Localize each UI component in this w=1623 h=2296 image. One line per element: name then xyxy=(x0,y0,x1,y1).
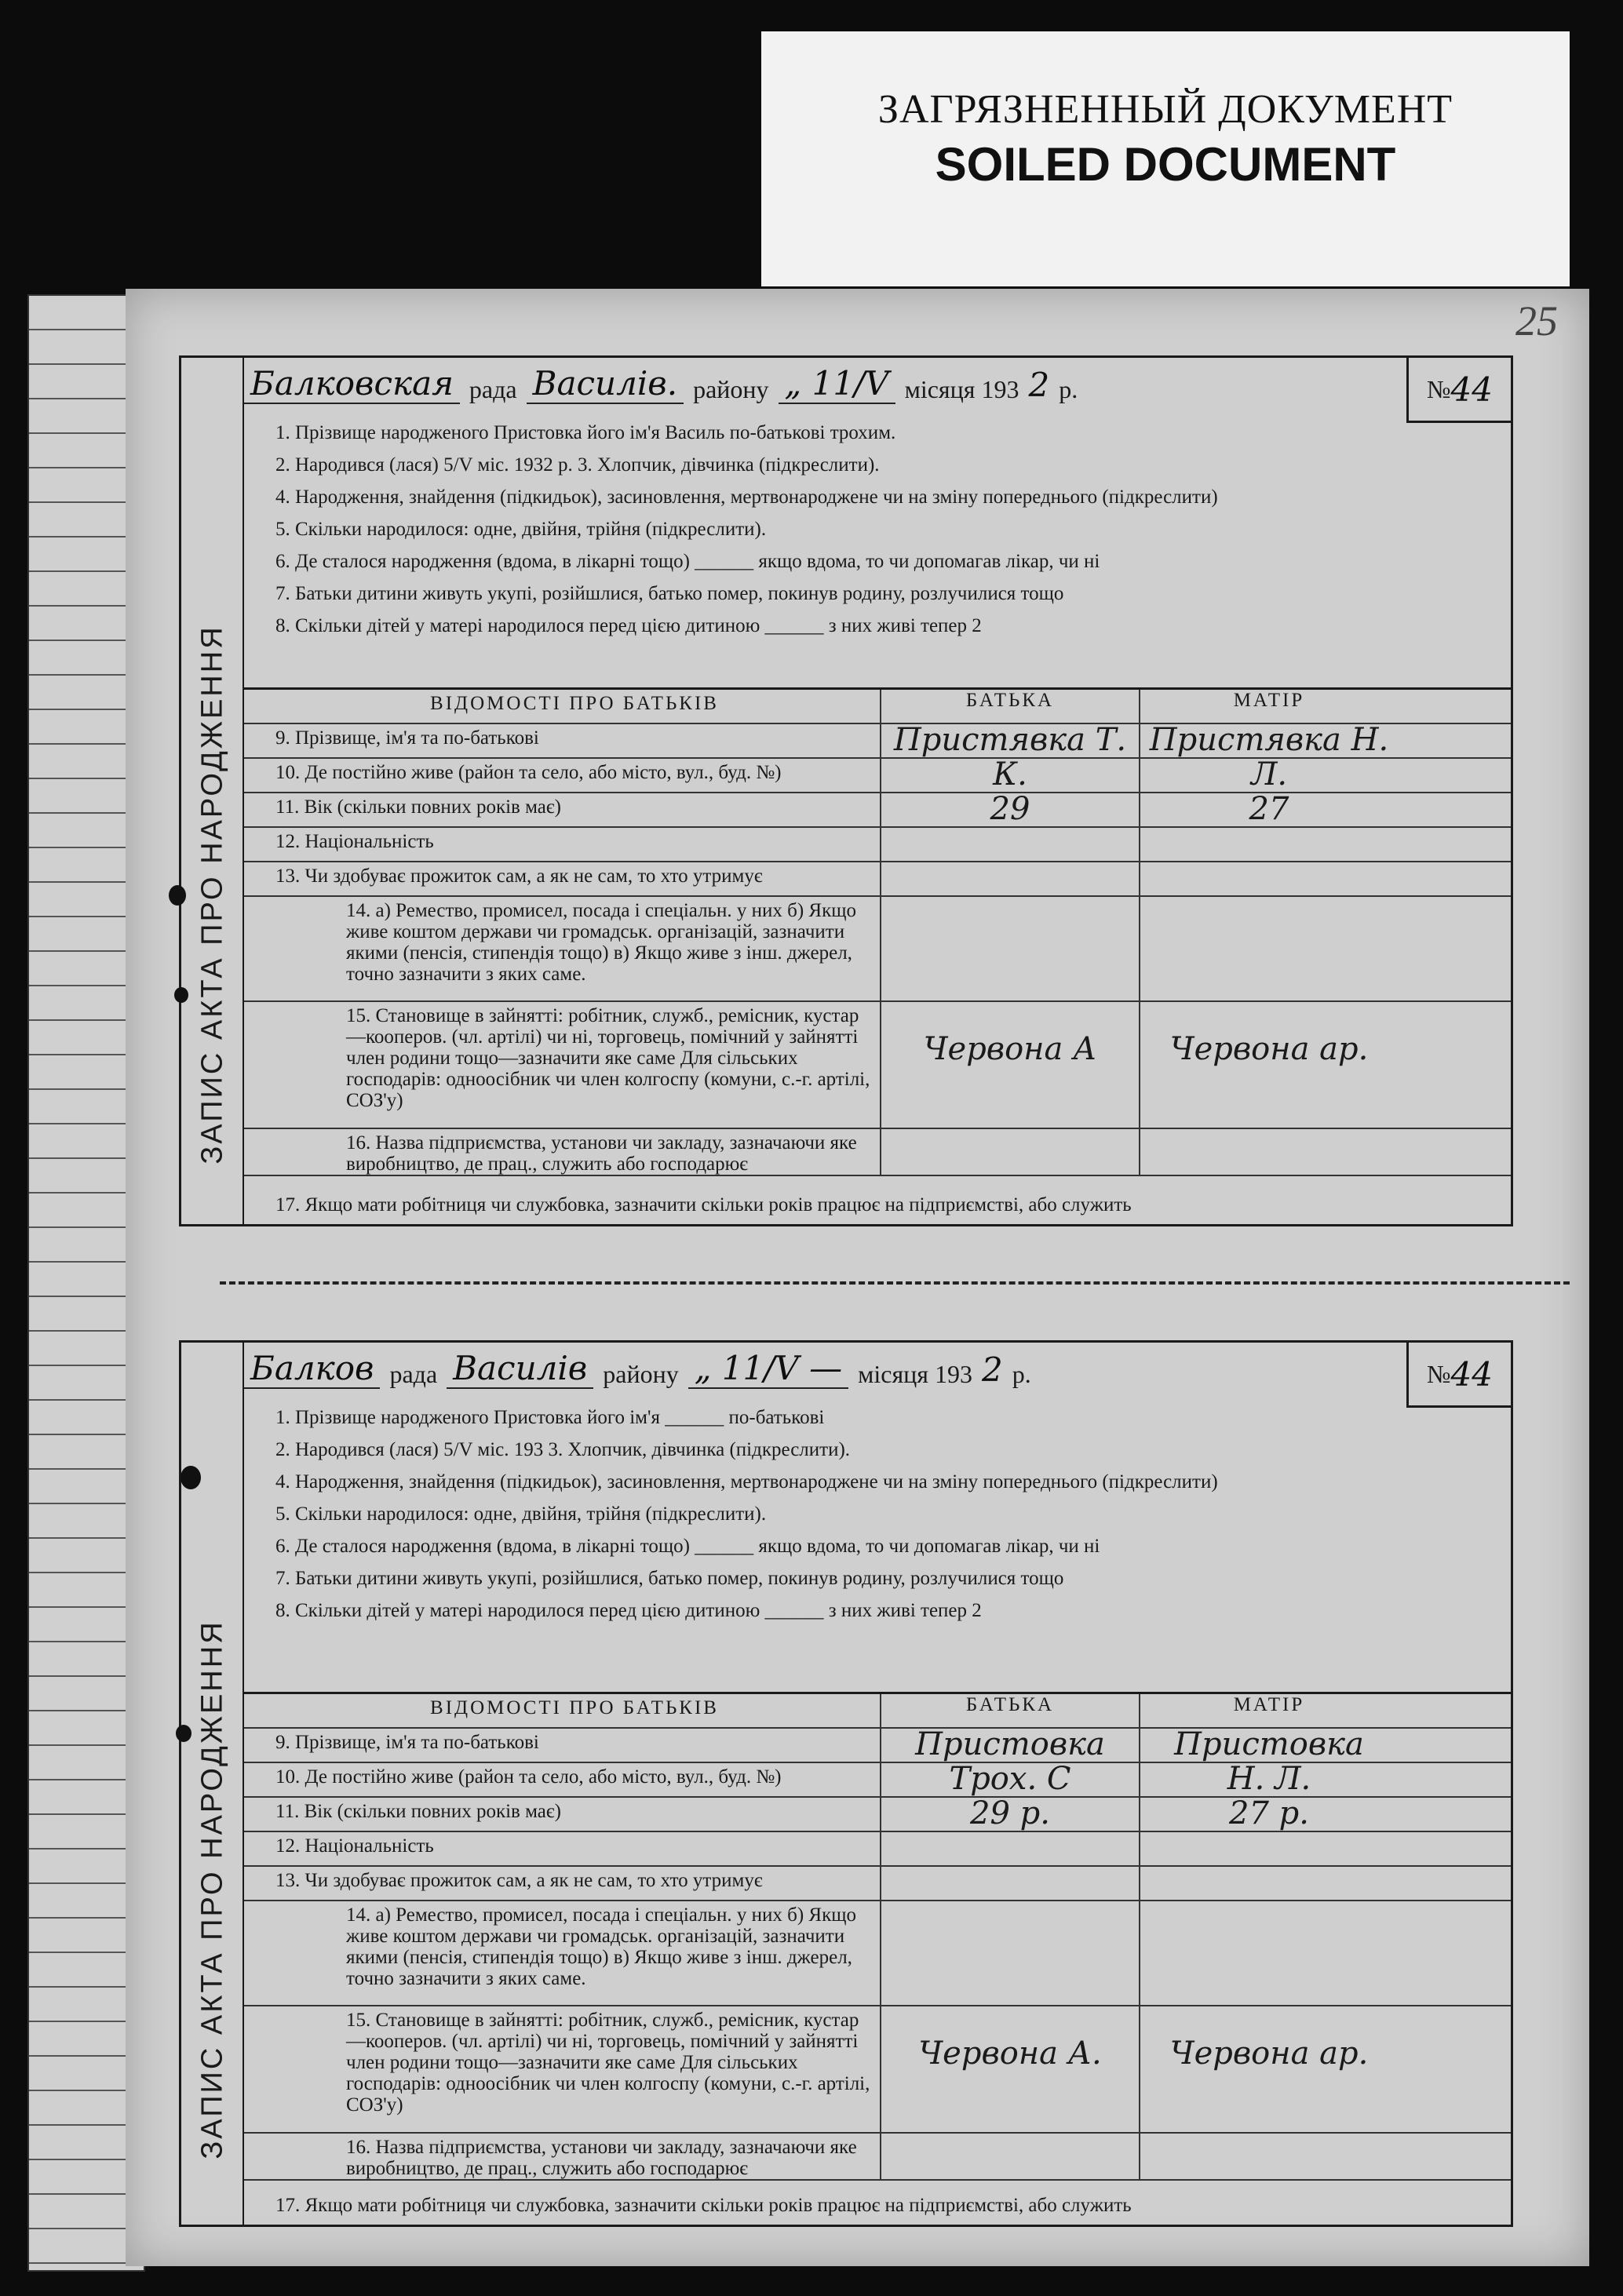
father-value: Червона А. xyxy=(880,2006,1139,2132)
mother-value: 27 xyxy=(1139,793,1398,826)
table-row xyxy=(244,862,1511,897)
father-value xyxy=(880,1832,1139,1865)
header-father: БАТЬКА xyxy=(880,1694,1139,1727)
table-row xyxy=(244,1729,1511,1763)
rayonu-label: району xyxy=(603,1360,679,1388)
line-2: 2. Народився (лася) 5/V міс. 193 3. Хлопчик, дівчинка (підкреслити). xyxy=(275,1439,851,1460)
header-mother: МАТІР xyxy=(1139,690,1398,723)
row-label: 15. Становище в зайнятті: робітник, служб., ремісник, кустар—кооперов. (чл. артілі) чи ні, торговець, помічний у зайнятті член родини тощо—зазначити яке саме Для сільських господарів: одноосібник чи член колгоспу (комуни, с.-г. артілі, СОЗ'у) xyxy=(346,2010,870,2116)
form-footer: 17. Якщо мати робітниця чи службовка, зазначити скільки років працює на підприємстві, або служить xyxy=(275,2195,1132,2216)
row-label: 14. а) Ремество, промисел, посада і спеціальн. у них б) Якщо живе коштом держави чи громадськ. організацій, зазначити якими (пенсія, стипендія тощо) в) Якщо живе з інш. джерел, точно зазначити з яких саме. xyxy=(346,1904,856,1989)
record-year: 2 xyxy=(1028,366,1050,404)
table-row xyxy=(244,1002,1511,1129)
form-lines xyxy=(244,1401,1511,1627)
row-label: 12. Національність xyxy=(275,1835,434,1857)
month-label: місяця 193 xyxy=(904,375,1019,403)
row-label: 13. Чи здобуває прожиток сам, а як не сам, то хто утримує xyxy=(275,1870,763,1891)
table-row xyxy=(244,1798,1511,1832)
father-value xyxy=(880,1901,1139,2005)
mother-value: Н. Л. xyxy=(1139,1763,1398,1796)
form-side-title: ЗАПИС АКТА ПРО НАРОДЖЕННЯ xyxy=(195,625,229,1165)
row-label: 16. Назва підприємства, установи чи закладу, зазначаючи яке виробництво, де прац., служить або господарює xyxy=(346,1132,857,1175)
row-label: 11. Вік (скільки повних років має) xyxy=(275,796,561,818)
year-suffix: р. xyxy=(1059,375,1078,403)
mother-value xyxy=(1139,862,1398,895)
table-row xyxy=(244,1867,1511,1901)
label-english: SOILED DOCUMENT xyxy=(935,138,1396,191)
table-row xyxy=(244,897,1511,1002)
rayonu-label: району xyxy=(693,375,769,403)
mother-value xyxy=(1139,1867,1398,1900)
line-8: 8. Скільки дітей у матері народилося перед цією дитиною ______ з них живі тепер 2 xyxy=(275,615,982,636)
header-mother: МАТІР xyxy=(1139,1694,1398,1727)
mother-value xyxy=(1139,1129,1398,1175)
page-number: 25 xyxy=(1515,297,1558,344)
father-value xyxy=(880,1129,1139,1175)
father-value xyxy=(880,897,1139,1000)
ink-blot xyxy=(169,885,186,906)
header-father: БАТЬКА xyxy=(880,690,1139,723)
row-label: 12. Національність xyxy=(275,831,434,852)
father-value: К. xyxy=(880,759,1139,792)
table-row xyxy=(244,1129,1511,1176)
table-row xyxy=(244,724,1511,759)
line-6: 6. Де сталося народження (вдома, в лікарні тощо) ______ якщо вдома, то чи допомагав лікар, чи ні xyxy=(275,1536,1100,1557)
row-label: 15. Становище в зайнятті: робітник, служб., ремісник, кустар—кооперов. (чл. артілі) чи ні, торговець, помічний у зайнятті член родини тощо—зазначити яке саме Для сільських господарів: одноосібник чи член колгоспу (комуни, с.-г. артілі, СОЗ'у) xyxy=(346,1005,870,1111)
father-value xyxy=(880,2134,1139,2179)
row-label: 11. Вік (скільки повних років має) xyxy=(275,1801,561,1822)
cut-line xyxy=(220,1281,1570,1285)
council-name: Балковская xyxy=(244,364,460,404)
line-1: 1. Прізвище народженого Пристовка його ім'я Василь по-батькові трохим. xyxy=(275,422,896,443)
parents-table xyxy=(244,687,1511,1176)
form-lines xyxy=(244,417,1511,642)
record-number: 44 xyxy=(1450,1354,1493,1394)
form-header xyxy=(244,1343,1511,1394)
mother-value xyxy=(1139,1901,1398,2005)
table-row xyxy=(244,1832,1511,1867)
month-label: місяця 193 xyxy=(858,1360,973,1388)
mother-value: Червона ар. xyxy=(1139,2006,1398,2132)
row-label: 16. Назва підприємства, установи чи закладу, зазначаючи яке виробництво, де прац., служить або господарює xyxy=(346,2137,857,2179)
father-value: Трох. С xyxy=(880,1763,1139,1796)
row-label: 13. Чи здобуває прожиток сам, а як не сам, то хто утримує xyxy=(275,866,763,887)
line-4: 4. Народження, знайдення (підкидьок), засиновлення, мертвонароджене чи на зміну попереднього (підкреслити) xyxy=(275,487,1218,508)
mother-value: Л. xyxy=(1139,759,1398,792)
ink-blot xyxy=(181,1466,201,1489)
line-5: 5. Скільки народилося: одне, двійня, трійня (підкреслити). xyxy=(275,519,767,540)
record-date: „ 11/V — xyxy=(688,1349,848,1389)
council-name: Балков xyxy=(244,1349,380,1389)
rada-label: рада xyxy=(389,1360,438,1388)
father-value: Пристовка xyxy=(880,1729,1139,1762)
district-name: Василів. xyxy=(527,364,684,404)
record-number-box xyxy=(1406,358,1511,423)
table-row xyxy=(244,759,1511,793)
soiled-document-label xyxy=(761,31,1570,286)
father-value: Пристявка Т. xyxy=(880,724,1139,757)
mother-value: 27 р. xyxy=(1139,1798,1398,1831)
line-1: 1. Прізвище народженого Пристовка його ім'я ______ по-батькові xyxy=(275,1407,825,1428)
header-info: ВІДОМОСТІ ПРО БАТЬКІВ xyxy=(430,693,719,714)
record-year: 2 xyxy=(982,1350,1003,1389)
birth-record-form-2 xyxy=(179,1340,1513,2227)
line-6: 6. Де сталося народження (вдома, в лікарні тощо) ______ якщо вдома, то чи допомагав лікар, чи ні xyxy=(275,551,1100,572)
table-row xyxy=(244,1901,1511,2006)
parents-table xyxy=(244,1692,1511,2181)
district-name: Василів xyxy=(447,1349,593,1389)
row-label: 9. Прізвище, ім'я та по-батькові xyxy=(275,727,539,749)
mother-value xyxy=(1139,1832,1398,1865)
table-row xyxy=(244,828,1511,862)
table-header-row xyxy=(244,690,1511,724)
line-5: 5. Скільки народилося: одне, двійня, трійня (підкреслити). xyxy=(275,1503,767,1525)
table-row xyxy=(244,2134,1511,2181)
line-2: 2. Народився (лася) 5/V міс. 1932 р. 3. Хлопчик, дівчинка (підкреслити). xyxy=(275,454,880,476)
form-side-title-box xyxy=(181,358,244,1224)
father-value xyxy=(880,1867,1139,1900)
table-row xyxy=(244,793,1511,828)
row-label: 10. Де постійно живе (район та село, або місто, вул., буд. №) xyxy=(275,762,782,783)
label-russian: ЗАГРЯЗНЕННЫЙ ДОКУМЕНТ xyxy=(877,87,1453,132)
form-header xyxy=(244,358,1511,409)
row-label: 9. Прізвище, ім'я та по-батькові xyxy=(275,1732,539,1753)
line-7: 7. Батьки дитини живуть укупі, розійшлися, батько помер, покинув родину, розлучилися тощо xyxy=(275,1568,1064,1589)
father-value: 29 xyxy=(880,793,1139,826)
ink-blot xyxy=(174,987,188,1003)
father-value xyxy=(880,828,1139,861)
ink-blot xyxy=(176,1725,191,1742)
row-label: 14. а) Ремество, промисел, посада і спеціальн. у них б) Якщо живе коштом держави чи громадськ. організацій, зазначити якими (пенсія, стипендія тощо) в) Якщо живе з інш. джерел, точно зазначити з яких саме. xyxy=(346,900,856,985)
mother-value xyxy=(1139,897,1398,1000)
number-label: № xyxy=(1427,374,1451,403)
number-label: № xyxy=(1427,1359,1451,1388)
record-number: 44 xyxy=(1450,370,1493,409)
mother-value xyxy=(1139,828,1398,861)
birth-record-form-1 xyxy=(179,355,1513,1226)
row-label: 10. Де постійно живе (район та село, або місто, вул., буд. №) xyxy=(275,1766,782,1788)
table-row xyxy=(244,2006,1511,2134)
record-date: „ 11/V xyxy=(779,364,895,404)
mother-value: Червона ар. xyxy=(1139,1002,1398,1128)
line-7: 7. Батьки дитини живуть укупі, розійшлися, батько помер, покинув родину, розлучилися тощо xyxy=(275,583,1064,604)
mother-value xyxy=(1139,2134,1398,2179)
father-value xyxy=(880,862,1139,895)
table-header-row xyxy=(244,1694,1511,1729)
father-value: 29 р. xyxy=(880,1798,1139,1831)
record-number-box xyxy=(1406,1343,1511,1408)
father-value: Червона А xyxy=(880,1002,1139,1128)
mother-value: Пристовка xyxy=(1139,1729,1398,1762)
line-4: 4. Народження, знайдення (підкидьок), засиновлення, мертвонароджене чи на зміну попереднього (підкреслити) xyxy=(275,1471,1218,1492)
rada-label: рада xyxy=(469,375,517,403)
form-footer: 17. Якщо мати робітниця чи службовка, зазначити скільки років працює на підприємстві, або служить xyxy=(275,1194,1132,1215)
form-side-title: ЗАПИС АКТА ПРО НАРОДЖЕННЯ xyxy=(195,1620,229,2159)
mother-value: Пристявка Н. xyxy=(1139,724,1398,757)
year-suffix: р. xyxy=(1012,1360,1031,1388)
document-sheet xyxy=(126,289,1589,2266)
header-info: ВІДОМОСТІ ПРО БАТЬКІВ xyxy=(430,1697,719,1718)
line-8: 8. Скільки дітей у матері народилося перед цією дитиною ______ з них живі тепер 2 xyxy=(275,1600,982,1621)
table-row xyxy=(244,1763,1511,1798)
